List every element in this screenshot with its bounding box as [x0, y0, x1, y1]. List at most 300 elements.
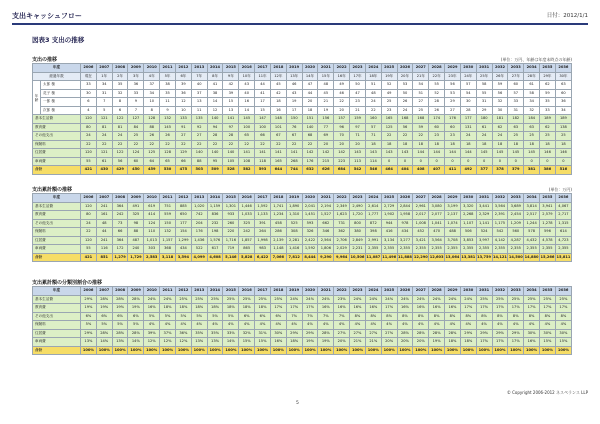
year-cell: 2030	[460, 194, 476, 203]
value-cell: 1,310	[286, 211, 302, 220]
value-cell: 176	[445, 115, 461, 124]
value-cell: 4%	[508, 321, 524, 330]
value-cell: 25%	[207, 295, 223, 304]
value-cell: 391	[255, 219, 271, 228]
age-cell: 57	[508, 89, 524, 98]
year-cell: 2016	[239, 194, 255, 203]
value-cell: 933	[223, 211, 239, 220]
value-cell: 22	[239, 140, 255, 149]
value-cell: 25%	[270, 295, 286, 304]
value-cell: 2,041	[302, 202, 318, 211]
value-cell: 326	[302, 228, 318, 237]
value-cell: 3,814	[524, 202, 540, 211]
age-cell: 36	[175, 89, 191, 98]
value-cell: 55	[81, 157, 97, 166]
age-cell: 26	[397, 98, 413, 107]
elapsed-cell: 7年	[191, 72, 207, 81]
section-title: 支出の推移	[32, 57, 58, 63]
year-cell: 2015	[223, 64, 239, 73]
value-cell: 156	[318, 115, 334, 124]
row-label: その他支出	[33, 132, 81, 141]
value-cell: 98	[128, 219, 144, 228]
age-cell: 28	[460, 106, 476, 115]
value-cell: 116	[96, 245, 112, 254]
value-cell: 16%	[144, 304, 160, 313]
value-cell: 24%	[160, 295, 176, 304]
value-cell: 22	[191, 140, 207, 149]
value-cell: 145	[476, 149, 492, 158]
value-cell: 100%	[144, 346, 160, 355]
value-cell: 22	[96, 140, 112, 149]
value-cell: 31%	[255, 329, 271, 338]
value-cell: 100%	[302, 346, 318, 355]
value-cell: 4%	[223, 321, 239, 330]
value-cell: 528	[223, 166, 239, 175]
value-cell: 0	[460, 157, 476, 166]
value-cell: 492	[460, 166, 476, 175]
age-cell: 30	[81, 89, 97, 98]
value-cell: 138	[555, 123, 571, 132]
value-cell: 141	[255, 149, 271, 158]
value-cell: 30%	[270, 329, 286, 338]
value-cell: 60	[429, 123, 445, 132]
value-cell: 100%	[207, 346, 223, 355]
value-cell: 65	[160, 157, 176, 166]
value-cell: 1,777	[365, 211, 381, 220]
value-cell: 100%	[508, 346, 524, 355]
value-cell: 100%	[255, 346, 271, 355]
value-cell: 57	[365, 123, 381, 132]
age-cell: 36	[128, 81, 144, 90]
year-cell: 2009	[128, 287, 144, 296]
value-cell: 144	[460, 149, 476, 158]
value-cell: 617	[207, 245, 223, 254]
value-cell: 25	[128, 132, 144, 141]
section-title: 支出累計額の分類別割合の推移	[32, 280, 103, 286]
year-cell: 2031	[476, 287, 492, 296]
value-cell: 1,278	[540, 219, 556, 228]
age-cell: 16	[239, 98, 255, 107]
value-cell: 450	[128, 166, 144, 175]
value-cell: 67	[270, 132, 286, 141]
age-cell: 15	[255, 106, 271, 115]
year-cell: 2007	[96, 287, 112, 296]
value-cell: 3,564	[492, 202, 508, 211]
value-cell: 24	[492, 132, 508, 141]
table-row	[33, 304, 572, 313]
age-cell: 46	[286, 81, 302, 90]
value-cell: 3,134	[381, 236, 397, 245]
value-cell: 12%	[175, 338, 191, 347]
table-row	[33, 202, 572, 211]
value-cell: 23%	[334, 295, 350, 304]
age-cell: 40	[191, 81, 207, 90]
age-cell: 31	[96, 89, 112, 98]
value-cell: 0	[540, 157, 556, 166]
value-cell: 17%	[492, 304, 508, 313]
value-cell: 2,329	[476, 211, 492, 220]
value-cell: 524	[476, 228, 492, 237]
value-cell: 242	[112, 211, 128, 220]
year-cell: 2012	[175, 194, 191, 203]
age-cell: 6	[112, 106, 128, 115]
age-cell: 28	[429, 98, 445, 107]
value-cell: 4%	[429, 321, 445, 330]
value-cell: 434	[175, 245, 191, 254]
age-cell: 49	[334, 81, 350, 90]
elapsed-cell: 25年	[476, 72, 492, 81]
value-cell: 260	[223, 219, 239, 228]
value-cell: 560	[508, 228, 524, 237]
value-cell: 593	[302, 219, 318, 228]
value-cell: 3,564	[429, 236, 445, 245]
row-label: 住居費	[33, 329, 81, 338]
year-cell: 2021	[318, 194, 334, 203]
age-cell: 13	[191, 98, 207, 107]
value-cell: 113	[350, 157, 366, 166]
year-cell: 2015	[223, 287, 239, 296]
age-cell: 37	[144, 81, 160, 90]
value-cell: 145	[524, 149, 540, 158]
value-cell: 2,355	[508, 245, 524, 254]
value-cell: 88	[191, 157, 207, 166]
value-cell: 66	[112, 228, 128, 237]
age-cell: 29	[445, 98, 461, 107]
value-cell: 4%	[270, 321, 286, 330]
value-cell: 14,880	[524, 253, 540, 262]
value-cell: 146	[555, 149, 571, 158]
value-cell: 20	[334, 140, 350, 149]
age-cell: 27	[445, 106, 461, 115]
value-cell: 8%	[365, 312, 381, 321]
age-cell: 31	[476, 98, 492, 107]
age-row	[33, 106, 572, 115]
value-cell: 101	[270, 123, 286, 132]
value-cell: 56	[112, 157, 128, 166]
year-cell: 2035	[540, 194, 556, 203]
value-cell: 97	[223, 123, 239, 132]
person-name: 一郎 様	[41, 98, 81, 107]
value-cell: 6,422	[255, 253, 271, 262]
value-cell: 28%	[112, 295, 128, 304]
value-cell: 377	[476, 166, 492, 175]
value-cell: 4%	[302, 321, 318, 330]
value-cell: 475	[175, 166, 191, 175]
age-cell: 51	[365, 81, 381, 90]
age-cell: 33	[508, 98, 524, 107]
value-cell: 2,077	[429, 211, 445, 220]
row-label: 車両費	[33, 157, 81, 166]
value-cell: 14,121	[492, 253, 508, 262]
expense-ratio-table	[32, 286, 572, 355]
value-cell: 8%	[381, 312, 397, 321]
value-cell: 13%	[81, 338, 97, 347]
value-cell: 1,279	[112, 253, 128, 262]
value-cell: 4%	[524, 321, 540, 330]
value-cell: 379	[508, 166, 524, 175]
value-cell: 18%	[207, 304, 223, 313]
value-cell: 16%	[397, 304, 413, 313]
year-cell: 2028	[429, 64, 445, 73]
value-cell: 20	[350, 140, 366, 149]
value-cell: 1,446	[239, 202, 255, 211]
value-cell: 71	[365, 132, 381, 141]
value-cell: 2,231	[350, 245, 366, 254]
value-cell: 18	[508, 140, 524, 149]
value-cell: 506	[460, 228, 476, 237]
value-cell: 16%	[365, 304, 381, 313]
value-cell: 128	[160, 149, 176, 158]
value-cell: 13%	[191, 338, 207, 347]
value-cell: 19%	[302, 338, 318, 347]
value-cell: 4%	[144, 321, 160, 330]
value-cell: 1,159	[207, 202, 223, 211]
value-cell: 3,277	[397, 236, 413, 245]
value-cell: 1,857	[239, 236, 255, 245]
value-cell: 16%	[350, 304, 366, 313]
value-cell: 4%	[413, 321, 429, 330]
value-cell: 128	[144, 115, 160, 124]
value-cell: 13,381	[460, 253, 476, 262]
value-cell: 522	[191, 245, 207, 254]
value-cell: 17%	[508, 304, 524, 313]
age-cell: 50	[397, 89, 413, 98]
value-cell: 177	[460, 115, 476, 124]
value-cell: 25%	[175, 295, 191, 304]
row-label: 教育費	[33, 304, 81, 313]
year-cell: 2006	[81, 194, 97, 203]
value-cell: 81	[112, 123, 128, 132]
elapsed-cell: 3年	[128, 72, 144, 81]
year-cell: 2036	[555, 287, 571, 296]
age-cell: 10	[144, 98, 160, 107]
value-cell: 23	[445, 132, 461, 141]
value-cell: 142	[318, 149, 334, 158]
age-cell: 30	[492, 106, 508, 115]
value-cell: 22	[223, 140, 239, 149]
value-cell: 18	[381, 140, 397, 149]
year-header-row	[33, 64, 572, 73]
value-cell: 142	[334, 149, 350, 158]
year-cell: 2019	[286, 64, 302, 73]
value-cell: 0	[492, 157, 508, 166]
value-cell: 421	[81, 166, 97, 175]
value-cell: 24%	[350, 295, 366, 304]
year-cell: 2018	[270, 287, 286, 296]
value-cell: 14%	[96, 338, 112, 347]
value-cell: 63	[524, 123, 540, 132]
value-cell: 30%	[524, 329, 540, 338]
value-cell: 452	[413, 228, 429, 237]
value-cell: 429	[112, 166, 128, 175]
value-cell: 127	[128, 115, 144, 124]
value-cell: 1,436	[191, 236, 207, 245]
value-cell: 2,139	[270, 236, 286, 245]
value-cell: 150	[286, 115, 302, 124]
value-cell: 148	[270, 115, 286, 124]
value-cell: 24%	[318, 295, 334, 304]
value-cell: 28	[223, 132, 239, 141]
value-cell: 662	[318, 219, 334, 228]
elapsed-cell: 11年	[255, 72, 271, 81]
elapsed-label: 経過年数	[33, 72, 81, 81]
value-cell: 516	[555, 166, 571, 175]
value-cell: 95	[207, 157, 223, 166]
table-row	[33, 245, 572, 254]
age-row	[33, 81, 572, 90]
value-cell: 21%	[365, 338, 381, 347]
value-cell: 4,432	[524, 236, 540, 245]
value-cell: 619	[144, 202, 160, 211]
value-cell: 2,355	[476, 245, 492, 254]
value-cell: 165	[381, 115, 397, 124]
table-row	[33, 346, 572, 355]
value-cell: 60	[128, 157, 144, 166]
year-cell: 2030	[460, 287, 476, 296]
value-cell: 88	[144, 123, 160, 132]
value-cell: 487	[128, 236, 144, 245]
value-cell: 2,349	[334, 202, 350, 211]
value-cell: 8%	[350, 312, 366, 321]
age-cell: 6	[81, 98, 97, 107]
value-cell: 28%	[128, 329, 144, 338]
value-cell: 81	[96, 123, 112, 132]
age-cell: 55	[476, 89, 492, 98]
table-row	[33, 338, 572, 347]
year-cell: 2026	[397, 287, 413, 296]
age-cell: 9	[160, 106, 176, 115]
year-header-row	[33, 194, 572, 203]
value-cell: 22	[175, 140, 191, 149]
value-cell: 28	[207, 132, 223, 141]
year-cell: 2023	[350, 194, 366, 203]
value-cell: 142	[302, 149, 318, 158]
year-header-row	[33, 287, 572, 296]
value-cell: 44	[96, 228, 112, 237]
value-cell: 1,148	[270, 245, 286, 254]
age-cell: 12	[175, 98, 191, 107]
row-label: 合計	[33, 253, 81, 262]
value-cell: 168	[413, 115, 429, 124]
value-cell: 118	[255, 157, 271, 166]
value-cell: 24%	[413, 295, 429, 304]
value-cell: 24%	[397, 295, 413, 304]
age-cell: 55	[429, 81, 445, 90]
value-cell: 215	[318, 157, 334, 166]
value-cell: 525	[286, 219, 302, 228]
value-cell: 172	[112, 245, 128, 254]
value-cell: 4,067	[555, 202, 571, 211]
value-cell: 25	[508, 132, 524, 141]
year-cell: 2022	[334, 287, 350, 296]
year-header-label: 年度	[33, 64, 81, 73]
value-cell: 25%	[476, 295, 492, 304]
row-label: 車両費	[33, 245, 81, 254]
value-cell: 140	[207, 149, 223, 158]
value-cell: 67	[286, 132, 302, 141]
value-cell: 154	[175, 228, 191, 237]
age-cell: 27	[413, 98, 429, 107]
value-cell: 1,041	[429, 219, 445, 228]
value-cell: 404	[397, 166, 413, 175]
elapsed-cell: 1年	[96, 72, 112, 81]
value-cell: 37%	[160, 329, 176, 338]
value-cell: 7%	[302, 312, 318, 321]
value-cell: 29%	[302, 329, 318, 338]
value-cell: 509	[207, 166, 223, 175]
table-row	[33, 219, 572, 228]
value-cell: 25%	[492, 295, 508, 304]
age-cell: 41	[255, 89, 271, 98]
elapsed-cell: 10年	[239, 72, 255, 81]
value-cell: 25	[540, 132, 556, 141]
value-cell: 1,244	[524, 219, 540, 228]
value-cell: 632	[302, 166, 318, 175]
value-cell: 2,717	[555, 211, 571, 220]
value-cell: 140	[302, 123, 318, 132]
value-cell: 180	[476, 115, 492, 124]
value-cell: 2,517	[524, 211, 540, 220]
year-cell: 2028	[429, 194, 445, 203]
value-cell: 27	[175, 132, 191, 141]
value-cell: 140	[191, 149, 207, 158]
elapsed-cell: 20年	[397, 72, 413, 81]
age-cell: 10	[175, 106, 191, 115]
value-cell: 5%	[81, 321, 97, 330]
value-cell: 542	[492, 228, 508, 237]
value-cell: 3,689	[508, 202, 524, 211]
value-cell: 4,723	[555, 236, 571, 245]
elapsed-cell: 4年	[144, 72, 160, 81]
value-cell: 430	[96, 166, 112, 175]
value-cell: 8%	[555, 312, 571, 321]
value-cell: 22	[286, 140, 302, 149]
value-cell: 8%	[492, 312, 508, 321]
row-label: 保険料	[33, 228, 81, 237]
value-cell: 851	[96, 253, 112, 262]
value-cell: 157	[334, 115, 350, 124]
elapsed-cell: 14年	[302, 72, 318, 81]
age-cell: 52	[381, 81, 397, 90]
age-cell: 35	[540, 98, 556, 107]
value-cell: 16%	[445, 304, 461, 313]
value-cell: 18	[445, 140, 461, 149]
year-cell: 2022	[334, 64, 350, 73]
value-cell: 20%	[397, 338, 413, 347]
age-cell: 23	[350, 98, 366, 107]
value-cell: 2,355	[429, 245, 445, 254]
value-cell: 2,355	[460, 245, 476, 254]
age-cell: 14	[207, 98, 223, 107]
age-cell: 52	[429, 89, 445, 98]
value-cell: 7%	[334, 312, 350, 321]
value-cell: 16%	[334, 304, 350, 313]
value-cell: 100%	[160, 346, 176, 355]
value-cell: 488	[445, 228, 461, 237]
value-cell: 35%	[207, 329, 223, 338]
value-cell: 176	[191, 228, 207, 237]
value-cell: 100%	[397, 346, 413, 355]
value-cell: 24%	[286, 295, 302, 304]
header-rule	[12, 23, 588, 25]
value-cell: 944	[381, 219, 397, 228]
value-cell: 94	[207, 123, 223, 132]
value-cell: 751	[160, 202, 176, 211]
age-cell: 50	[350, 81, 366, 90]
year-cell: 2018	[270, 64, 286, 73]
value-cell: 2,355	[492, 245, 508, 254]
value-cell: 25	[555, 132, 571, 141]
